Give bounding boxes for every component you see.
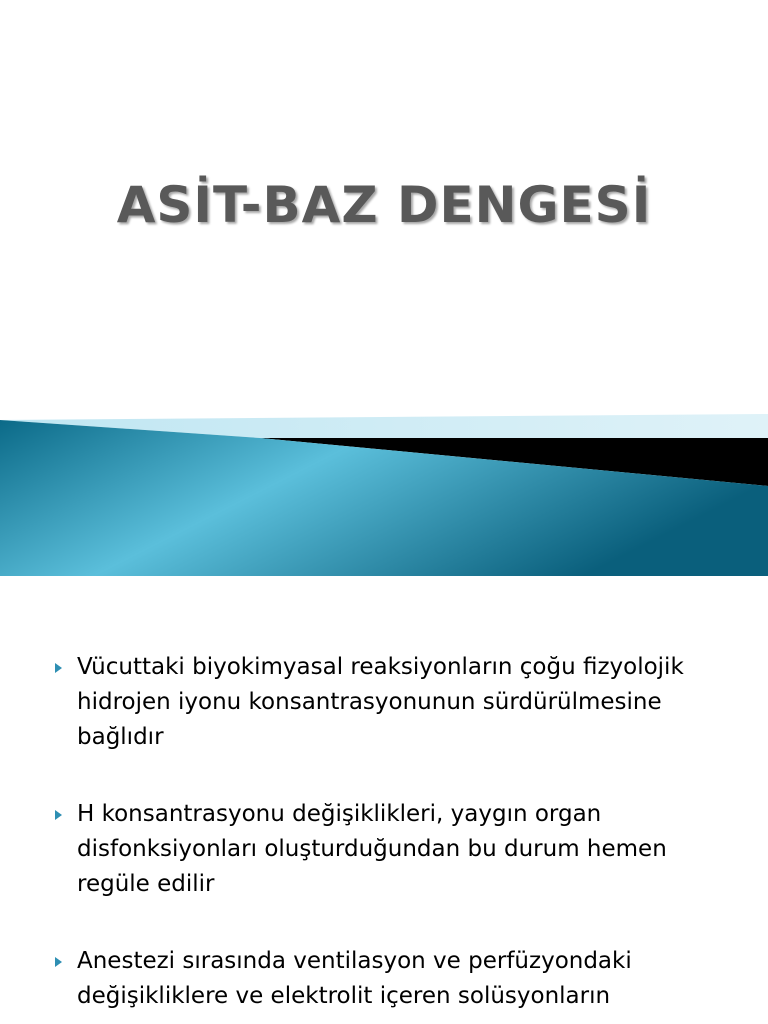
bullet-item xyxy=(55,944,735,1014)
bullet-item xyxy=(55,797,735,902)
triangle-bullet-icon xyxy=(55,663,62,673)
bullet-text: H konsantrasyonu değişiklikleri, yaygın organ disfonksiyonları oluşturduğundan bu durum hemen regüle edilir xyxy=(77,801,667,897)
bullet-text: Vücuttaki biyokimyasal reaksiyonların çoğu fizyolojik hidrojen iyonu konsantrasyonunun sürdürülmesine bağlıdır xyxy=(77,654,684,750)
decorative-banner xyxy=(0,410,768,576)
triangle-bullet-icon xyxy=(55,957,62,967)
bullet-text: Anestezi sırasında ventilasyon ve perfüzyondaki değişikliklere ve elektrolit içeren solüsyonların xyxy=(77,948,632,1009)
bullet-item xyxy=(55,650,735,755)
triangle-bullet-icon xyxy=(55,810,62,820)
content-slide xyxy=(0,576,768,1024)
bullet-list xyxy=(55,650,735,1024)
slide-title: ASİT-BAZ DENGESİ xyxy=(116,176,652,234)
